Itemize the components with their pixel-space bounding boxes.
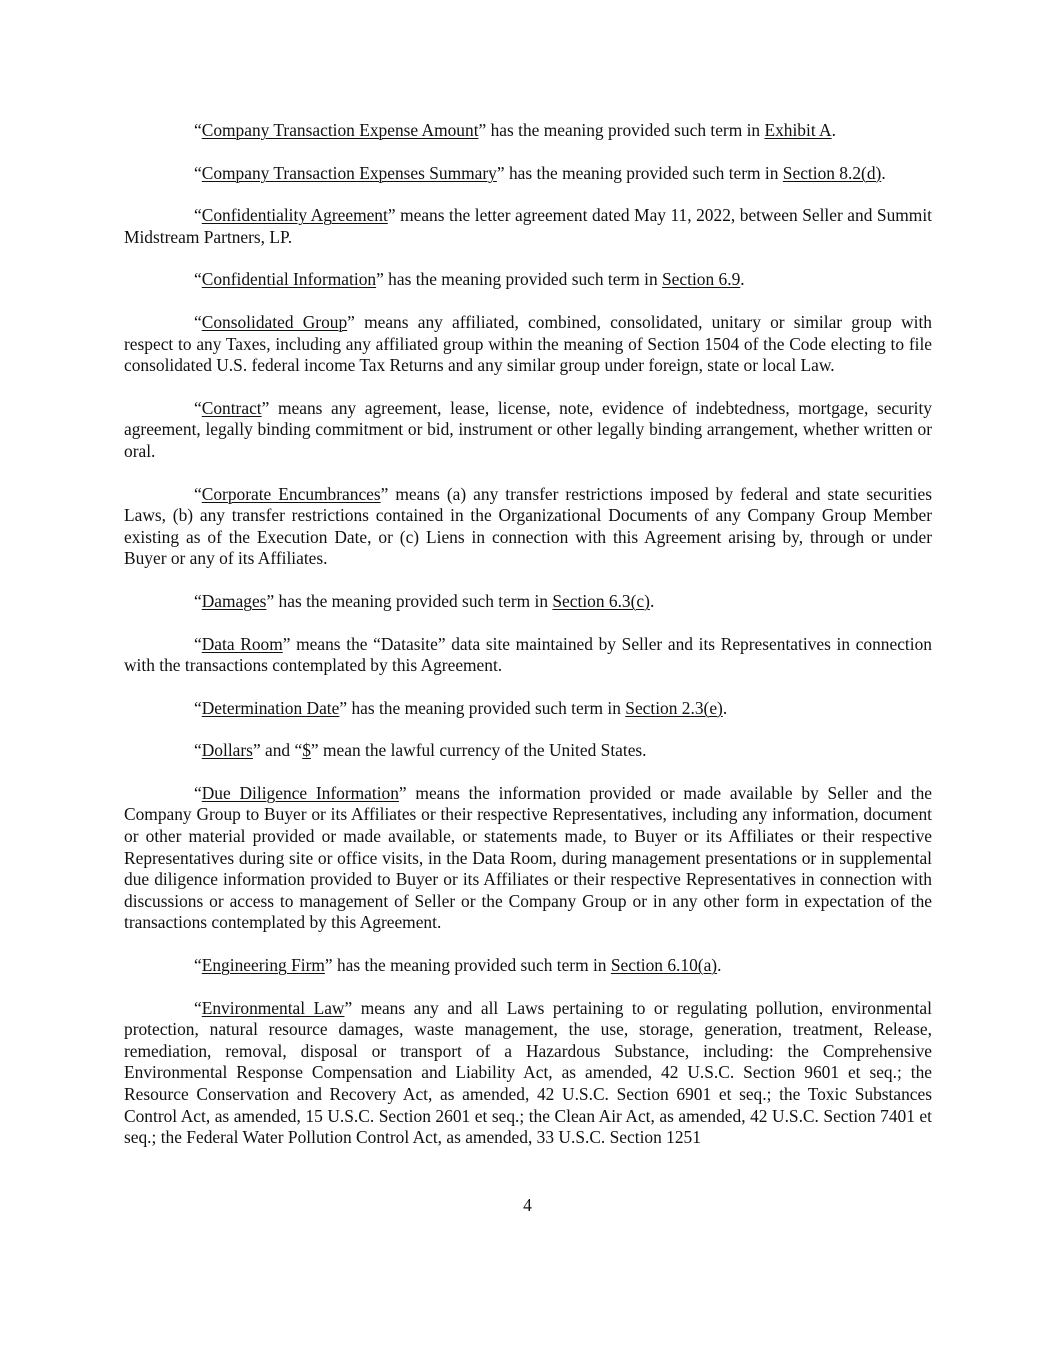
definition-consolidated-group: “Consolidated Group” means any affiliated, combined, consolidated, unitary or similar group with respect to any Taxes, including any affiliated group within the meaning of Section 1504 of the Code electing to file consolidated U.S. federal income Tax Returns and any similar group under foreign, state or local Law. — [124, 311, 932, 376]
defined-term: Dollars — [201, 740, 253, 761]
defined-term: Determination Date — [201, 697, 340, 718]
cross-reference: Section 6.3(c) — [552, 590, 650, 611]
definition-confidentiality-agreement: “Confidentiality Agreement” means the letter agreement dated May 11, 2022, between Seller and Summit Midstream Partners, LP. — [124, 205, 932, 247]
definition-confidential-information: “Confidential Information” has the meaning provided such term in Section 6.9. — [194, 269, 745, 290]
defined-term: Corporate Encumbrances — [201, 483, 381, 504]
defined-term: $ — [302, 740, 311, 761]
definition-environmental-law: “Environmental Law” means any and all Laws pertaining to or regulating pollution, environmental protection, natural resource damages, waste management, the use, storage, generation, treatment, Release, remediation, removal, disposal or transport of a Hazardous Substance, including: the Comprehensive Environmental Response Compensation and Liability Act, as amended, 42 U.S.C. Section 9601 et seq.; the Resource Conservation and Recovery Act, as amended, 42 U.S.C. Section 6901 et seq.; the Toxic Substances Control Act, as amended, 15 U.S.C. Section 2601 et seq.; the Clean Air Act, as amended, 42 U.S.C. Section 7401 et seq.; the Federal Water Pollution Control Act, as amended, 33 U.S.C. Section 1251 — [124, 997, 932, 1148]
defined-term: Contract — [201, 397, 262, 418]
cross-reference: Exhibit A — [764, 120, 832, 140]
cross-reference: Section 8.2(d) — [782, 162, 882, 183]
definition-company-transaction-expenses-summary: “Company Transaction Expenses Summary” has the meaning provided such term in Section 8.2(d). — [194, 162, 886, 183]
defined-term: Data Room — [201, 633, 283, 654]
definition-corporate-encumbrances: “Corporate Encumbrances” means (a) any transfer restrictions imposed by federal and state securities Laws, (b) any transfer restrictions contained in the Organizational Documents of any Company Group Member existing as of the Execution Date, or (c) Liens in connection with this Agreement arising by, through or under Buyer or any of its Affiliates. — [124, 483, 933, 569]
definition-contract: “Contract” means any agreement, lease, license, note, evidence of indebtedness, mortgage, security agreement, legally binding commitment or bid, instrument or other legally binding arrangement, whether written or oral. — [124, 397, 932, 461]
defined-term: Due Diligence Information — [201, 782, 399, 803]
definition-determination-date: “Determination Date” has the meaning provided such term in Section 2.3(e). — [194, 697, 728, 718]
page-number: 4 — [523, 1195, 532, 1215]
definition-engineering-firm: “Engineering Firm” has the meaning provided such term in Section 6.10(a). — [194, 955, 722, 976]
document-page — [124, 120, 932, 1170]
defined-term: Confidentiality Agreement — [201, 205, 388, 226]
definition-data-room: “Data Room” means the “Datasite” data site maintained by Seller and its Representatives in connection with the transactions contemplated by this Agreement. — [124, 633, 932, 676]
defined-term: Consolidated Group — [201, 311, 348, 332]
defined-term: Confidential Information — [201, 269, 377, 290]
cross-reference: Section 6.9 — [662, 269, 741, 290]
defined-term: Environmental Law — [201, 997, 345, 1018]
definition-company-transaction-expense-amount: “Company Transaction Expense Amount” has the meaning provided such term in Exhibit A. — [194, 120, 836, 140]
defined-term: Company Transaction Expense Amount — [201, 120, 479, 140]
cross-reference: Section 6.10(a) — [610, 955, 718, 976]
definition-dollars: “Dollars” and “$” mean the lawful currency of the United States. — [194, 740, 647, 761]
defined-term: Damages — [201, 590, 267, 611]
defined-term: Company Transaction Expenses Summary — [201, 162, 497, 183]
cross-reference: Section 2.3(e) — [625, 697, 723, 718]
definition-damages: “Damages” has the meaning provided such term in Section 6.3(c). — [194, 590, 655, 611]
definition-due-diligence-information: “Due Diligence Information” means the information provided or made available by Seller and the Company Group to Buyer or its Affiliates or their respective Representatives, including any information, document or other material provided or made available, or statements made, to Buyer or its Affiliates or their respective Representatives during site or office visits, in the Data Room, during management presentations or in supplemental due diligence information provided to Buyer or its Affiliates or their respective Representatives in connection with discussions or access to management of Seller or the Company Group or in any other form in expectation of the transactions contemplated by this Agreement. — [124, 782, 932, 933]
defined-term: Engineering Firm — [201, 955, 325, 976]
